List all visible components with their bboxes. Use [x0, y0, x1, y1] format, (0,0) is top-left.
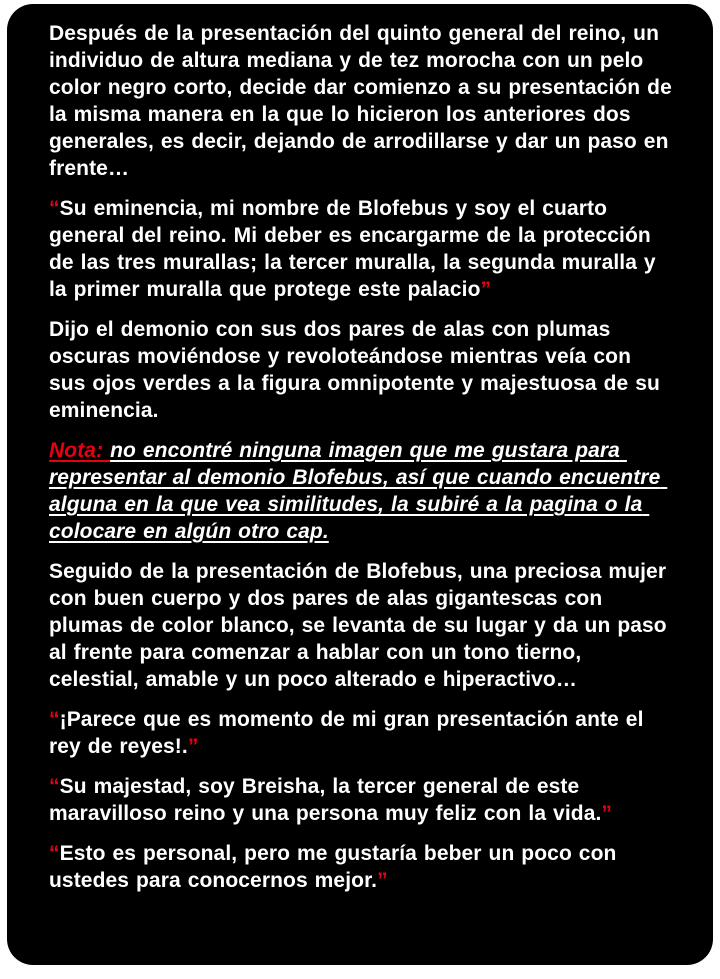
quote-mark: “	[49, 197, 60, 220]
note-label: Nota:	[49, 439, 111, 462]
text-segment: Después de la presentación del quinto general del reino, un individuo de altura mediana y de tez morocha con un pelo color negro corto, decide dar comienzo a su presentación de la misma manera en la que lo hicieron los anteriores dos generales, es decir, dejando de arrodillarse y dar un paso en frente…	[49, 22, 679, 180]
text-segment: ¡Parece que es momento de mi gran presentación ante el rey de reyes!.	[49, 708, 651, 758]
quote-mark: ”	[187, 735, 199, 758]
story-paragraph	[49, 558, 673, 693]
text-segment: Su eminencia, mi nombre de Blofebus y soy el cuarto general del reino. Mi deber es encargarme de la protección de las tres murallas; la tercer muralla, la segunda muralla y la primer muralla que protege este palacio	[49, 197, 663, 301]
text-segment: Su majestad, soy Breisha, la tercer general de este maravilloso reino y una persona muy feliz con la vida.	[49, 775, 602, 825]
text-segment: Esto es personal, pero me gustaría beber un poco con ustedes para conocernos mejor.	[49, 842, 624, 892]
quote-mark: ”	[480, 278, 492, 301]
story-paragraph	[49, 316, 673, 424]
quote-mark: ”	[601, 802, 613, 825]
quote-mark: “	[49, 708, 60, 731]
story-paragraph	[49, 773, 673, 827]
story-paragraph	[49, 195, 673, 303]
text-panel	[7, 4, 713, 965]
text-segment: Dijo el demonio con sus dos pares de alas con plumas oscuras moviéndose y revoloteándose mientras veía con sus ojos verdes a la figura omnipotente y majestuosa de su eminencia.	[49, 318, 667, 422]
story-paragraph	[49, 20, 679, 182]
text-segment: Seguido de la presentación de Blofebus, una preciosa mujer con buen cuerpo y dos pares de alas gigantescas con plumas de color blanco, se levanta de su lugar y da un paso al frente para comenzar a hablar con un tono tierno, celestial, amable y un poco alterado e hiperactivo…	[49, 560, 674, 691]
quote-mark: “	[49, 775, 60, 798]
story-paragraph	[49, 706, 673, 760]
quote-mark: “	[49, 842, 60, 865]
text-segment: no encontré ninguna imagen que me gustara para representar al demonio Blofebus, así que cuando encuentre alguna en la que vea similitudes, la subiré a la pagina o la colocare en algún otro cap.	[49, 439, 668, 543]
story-paragraph	[49, 840, 673, 894]
quote-mark: ”	[377, 869, 388, 892]
author-note-paragraph	[49, 437, 673, 545]
